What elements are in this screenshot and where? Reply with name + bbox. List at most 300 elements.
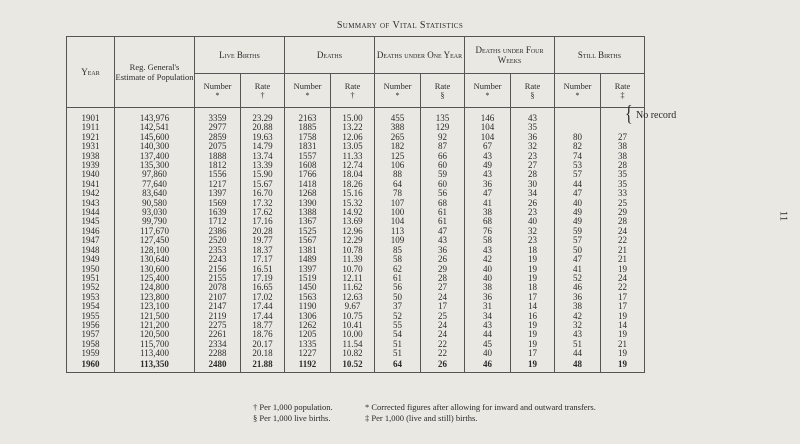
- table-cell: 1192: [285, 359, 331, 373]
- table-cell: 24: [421, 293, 465, 302]
- table-cell: 12.96: [331, 227, 375, 236]
- table-cell: 43: [465, 246, 511, 255]
- table-cell: 21: [601, 340, 645, 349]
- table-cell: 49: [555, 208, 601, 217]
- table-cell: 1639: [195, 208, 241, 217]
- table-cell: 19: [601, 330, 645, 339]
- table-cell: 24: [421, 321, 465, 330]
- table-cell: 40: [465, 265, 511, 274]
- table-cell: 2353: [195, 246, 241, 255]
- table-cell: 265: [375, 133, 421, 142]
- table-cell: 135,300: [115, 161, 195, 170]
- table-cell: 12.11: [331, 274, 375, 283]
- table-cell: 24: [601, 274, 645, 283]
- table-cell: 1949: [67, 255, 115, 264]
- table-cell: 1931: [67, 142, 115, 151]
- table-cell: 27: [421, 283, 465, 292]
- subheader-number-label: Number: [473, 80, 502, 91]
- table-cell: 2119: [195, 312, 241, 321]
- symbol-section: §: [440, 90, 445, 100]
- table-cell: 38: [601, 142, 645, 151]
- table-cell: 1450: [285, 283, 331, 292]
- table-cell: 13.22: [331, 123, 375, 132]
- subheader-rate: [421, 74, 465, 108]
- table-cell: 82: [555, 142, 601, 151]
- table-cell: 34: [511, 189, 555, 198]
- table-cell: 1901: [67, 108, 115, 124]
- table-cell: 15.16: [331, 189, 375, 198]
- table-cell: 68: [421, 199, 465, 208]
- table-cell: 51: [375, 340, 421, 349]
- table-cell: 1941: [67, 180, 115, 189]
- table-cell: 10.41: [331, 321, 375, 330]
- table-cell: 10.78: [331, 246, 375, 255]
- table-cell: 77,640: [115, 180, 195, 189]
- table-cell: [555, 108, 601, 124]
- header-still-births: Still Births: [555, 37, 645, 74]
- table-cell: 128,100: [115, 246, 195, 255]
- table-cell: 28: [601, 161, 645, 170]
- subheader-rate: [601, 74, 645, 108]
- table-cell: 38: [465, 208, 511, 217]
- table-cell: 121,500: [115, 312, 195, 321]
- table-cell: 14.79: [241, 142, 285, 151]
- table-cell: 1367: [285, 217, 331, 226]
- table-cell: 2243: [195, 255, 241, 264]
- symbol-star: *: [395, 90, 400, 100]
- table-cell: 43: [465, 152, 511, 161]
- table-cell: 23: [511, 208, 555, 217]
- table-cell: 11.62: [331, 283, 375, 292]
- table-cell: 55: [375, 321, 421, 330]
- table-cell: 40: [465, 274, 511, 283]
- table-cell: 2155: [195, 274, 241, 283]
- table-cell: 3359: [195, 108, 241, 124]
- table-cell: 90,580: [115, 199, 195, 208]
- table-cell: 37: [375, 302, 421, 311]
- symbol-star: *: [305, 90, 310, 100]
- table-cell: 60: [421, 161, 465, 170]
- table-cell: 19: [601, 359, 645, 373]
- table-cell: 35: [601, 170, 645, 179]
- table-cell: 32: [555, 321, 601, 330]
- table-cell: 137,400: [115, 152, 195, 161]
- vital-statistics-table: [66, 36, 645, 373]
- table-cell: 1943: [67, 199, 115, 208]
- table-cell: 68: [465, 217, 511, 226]
- table-cell: 11.39: [331, 255, 375, 264]
- table-cell: 1944: [67, 208, 115, 217]
- table-cell: 28: [601, 217, 645, 226]
- table-cell: 80: [555, 133, 601, 142]
- table-cell: 1766: [285, 170, 331, 179]
- table-cell: 85: [375, 246, 421, 255]
- table-cell: 19: [511, 359, 555, 373]
- table-cell: 19: [511, 255, 555, 264]
- table-cell: 1569: [195, 199, 241, 208]
- header-live-births: Live Births: [195, 37, 285, 74]
- table-cell: 28: [511, 170, 555, 179]
- table-cell: 1951: [67, 274, 115, 283]
- table-cell: 1947: [67, 236, 115, 245]
- table-cell: 15.90: [241, 170, 285, 179]
- table-cell: 46: [555, 283, 601, 292]
- table-cell: 93,030: [115, 208, 195, 217]
- table-cell: 38: [465, 283, 511, 292]
- table-cell: 44: [555, 180, 601, 189]
- table-cell: 18.26: [331, 180, 375, 189]
- table-cell: 143,976: [115, 108, 195, 124]
- header-population-estimate: Reg. General's Estimate of Population: [115, 37, 195, 108]
- table-cell: 10.75: [331, 312, 375, 321]
- table-cell: 47: [555, 189, 601, 198]
- table-cell: 43: [465, 170, 511, 179]
- table-cell: 36: [465, 293, 511, 302]
- table-cell: 20.88: [241, 123, 285, 132]
- table-cell: 30: [511, 180, 555, 189]
- table-cell: 1950: [67, 265, 115, 274]
- subheader-number: [285, 74, 331, 108]
- table-cell: 23: [511, 236, 555, 245]
- table-cell: 135: [421, 108, 465, 124]
- table-cell: 113: [375, 227, 421, 236]
- table-cell: 123,100: [115, 302, 195, 311]
- table-cell: 2977: [195, 123, 241, 132]
- table-cell: 58: [375, 255, 421, 264]
- table-cell: 2156: [195, 265, 241, 274]
- table-cell: 12.06: [331, 133, 375, 142]
- table-cell: 26: [511, 199, 555, 208]
- table-cell: 20.18: [241, 349, 285, 358]
- table-cell: 25: [421, 312, 465, 321]
- table-cell: 24: [601, 227, 645, 236]
- subheader-rate-label: Rate: [524, 80, 541, 91]
- table-cell: 23: [511, 152, 555, 161]
- table-cell: 41: [465, 199, 511, 208]
- table-cell: 1190: [285, 302, 331, 311]
- table-cell: 125: [375, 152, 421, 161]
- table-cell: 52: [375, 312, 421, 321]
- table-cell: 19: [511, 340, 555, 349]
- table-cell: 61: [375, 274, 421, 283]
- table-cell: 1519: [285, 274, 331, 283]
- table-cell: 17.16: [241, 217, 285, 226]
- symbol-dagger: †: [350, 90, 355, 100]
- table-cell: 1955: [67, 312, 115, 321]
- table-cell: 1831: [285, 142, 331, 151]
- table-cell: 16.51: [241, 265, 285, 274]
- table-cell: 17: [601, 293, 645, 302]
- table-cell: 1939: [67, 161, 115, 170]
- table-cell: 12.63: [331, 293, 375, 302]
- table-cell: 53: [555, 161, 601, 170]
- table-cell: 52: [555, 274, 601, 283]
- table-cell: 1608: [285, 161, 331, 170]
- table-cell: 1938: [67, 152, 115, 161]
- table-cell: 2288: [195, 349, 241, 358]
- table-cell: 17.44: [241, 312, 285, 321]
- table-cell: 2147: [195, 302, 241, 311]
- table-cell: 17.32: [241, 199, 285, 208]
- brace-icon: {: [625, 102, 633, 127]
- table-cell: 38: [601, 152, 645, 161]
- table-cell: 14: [601, 321, 645, 330]
- table-cell: 32: [511, 142, 555, 151]
- table-cell: 14.92: [331, 208, 375, 217]
- symbol-star: *: [215, 90, 220, 100]
- table-cell: 18.77: [241, 321, 285, 330]
- header-deaths: Deaths: [285, 37, 375, 74]
- table-cell: 113,400: [115, 349, 195, 358]
- table-cell: 2078: [195, 283, 241, 292]
- table-cell: 388: [375, 123, 421, 132]
- table-cell: 43: [511, 108, 555, 124]
- table-cell: 15.00: [331, 108, 375, 124]
- table-cell: 60: [421, 180, 465, 189]
- table-cell: 97,860: [115, 170, 195, 179]
- table-cell: 1388: [285, 208, 331, 217]
- table-cell: 48: [555, 359, 601, 373]
- table-cell: 1942: [67, 189, 115, 198]
- table-cell: 59: [555, 227, 601, 236]
- table-cell: 54: [375, 330, 421, 339]
- subheader-rate: [511, 74, 555, 108]
- table-cell: 1268: [285, 189, 331, 198]
- table-cell: 113,350: [115, 359, 195, 373]
- table-cell: 17.19: [241, 274, 285, 283]
- table-cell: 21: [601, 255, 645, 264]
- table-cell: 56: [421, 189, 465, 198]
- no-record-text: No record: [636, 110, 677, 121]
- table-cell: 61: [421, 217, 465, 226]
- table-cell: 43: [421, 236, 465, 245]
- table-cell: 1227: [285, 349, 331, 358]
- table-body: [67, 108, 645, 373]
- table-cell: 44: [555, 349, 601, 358]
- table-cell: 50: [555, 246, 601, 255]
- table-cell: 1960: [67, 359, 115, 373]
- table-cell: 21: [601, 246, 645, 255]
- footnote-section: § Per 1,000 live births.: [253, 413, 331, 423]
- table-cell: 18.37: [241, 246, 285, 255]
- table-cell: 1205: [285, 330, 331, 339]
- subheader-number: [375, 74, 421, 108]
- table-cell: 43: [465, 321, 511, 330]
- table-cell: 36: [421, 246, 465, 255]
- table-cell: 22: [601, 283, 645, 292]
- table-cell: 124,800: [115, 283, 195, 292]
- subheader-rate-label: Rate: [614, 80, 631, 91]
- table-cell: 10.52: [331, 359, 375, 373]
- table-cell: 40: [465, 349, 511, 358]
- table-cell: 1556: [195, 170, 241, 179]
- table-cell: 104: [465, 123, 511, 132]
- table-cell: 41: [555, 265, 601, 274]
- footnote-dagger: † Per 1,000 population.: [253, 402, 333, 412]
- table-cell: 2107: [195, 293, 241, 302]
- table-cell: 12.74: [331, 161, 375, 170]
- table-cell: 58: [465, 236, 511, 245]
- table-cell: 1567: [285, 236, 331, 245]
- table-cell: 2520: [195, 236, 241, 245]
- table-cell: 146: [465, 108, 511, 124]
- symbol-ddagger: ‡: [620, 90, 625, 100]
- table-cell: 1946: [67, 227, 115, 236]
- table-cell: 100: [375, 208, 421, 217]
- table-cell: 1952: [67, 283, 115, 292]
- table-cell: 44: [465, 330, 511, 339]
- table-cell: 42: [465, 255, 511, 264]
- table-cell: 46: [465, 359, 511, 373]
- table-cell: 76: [465, 227, 511, 236]
- table-cell: 56: [375, 283, 421, 292]
- table-cell: 1712: [195, 217, 241, 226]
- table-cell: 10.82: [331, 349, 375, 358]
- table-cell: 24: [421, 330, 465, 339]
- table-cell: 17: [421, 302, 465, 311]
- table-cell: 455: [375, 108, 421, 124]
- table-cell: 27: [511, 161, 555, 170]
- table-cell: 9.67: [331, 302, 375, 311]
- table-cell: 1525: [285, 227, 331, 236]
- table-cell: 2275: [195, 321, 241, 330]
- page-number: 11: [777, 210, 790, 222]
- table-cell: 47: [465, 189, 511, 198]
- table-cell: 13.39: [241, 161, 285, 170]
- table-cell: 19: [511, 274, 555, 283]
- table-cell: 2859: [195, 133, 241, 142]
- table-cell: 22: [421, 340, 465, 349]
- table-cell: 14: [511, 302, 555, 311]
- table-cell: 1306: [285, 312, 331, 321]
- table-cell: 182: [375, 142, 421, 151]
- table-cell: 130,640: [115, 255, 195, 264]
- table-cell: 19: [601, 265, 645, 274]
- table-cell: 64: [375, 180, 421, 189]
- footnote-ddagger: ‡ Per 1,000 (live and still) births.: [365, 413, 478, 423]
- table-cell: 16.65: [241, 283, 285, 292]
- table-cell: 78: [375, 189, 421, 198]
- table-cell: 36: [555, 293, 601, 302]
- table-cell: 17: [601, 302, 645, 311]
- table-cell: 59: [421, 170, 465, 179]
- table-cell: 40: [511, 217, 555, 226]
- table-cell: 11.54: [331, 340, 375, 349]
- table-cell: 17: [511, 293, 555, 302]
- table-cell: 29: [421, 265, 465, 274]
- table-cell: 145,600: [115, 133, 195, 142]
- table-cell: 1489: [285, 255, 331, 264]
- page-title: Summary of Vital Statistics: [336, 20, 464, 31]
- subheader-number-label: Number: [293, 80, 322, 91]
- table-cell: 1954: [67, 302, 115, 311]
- subheader-rate-label: Rate: [434, 80, 451, 91]
- table-cell: 1381: [285, 246, 331, 255]
- table-cell: 120,500: [115, 330, 195, 339]
- table-cell: 1940: [67, 170, 115, 179]
- table-cell: 1959: [67, 349, 115, 358]
- table-cell: 66: [421, 152, 465, 161]
- table-cell: 21.88: [241, 359, 285, 373]
- table-cell: 129: [421, 123, 465, 132]
- table-cell: 19: [601, 349, 645, 358]
- table-cell: 1956: [67, 321, 115, 330]
- table-cell: 142,541: [115, 123, 195, 132]
- table-cell: 18.04: [331, 170, 375, 179]
- table-cell: 15.67: [241, 180, 285, 189]
- table-cell: 38: [555, 302, 601, 311]
- table-cell: 1758: [285, 133, 331, 142]
- table-cell: 13.74: [241, 152, 285, 161]
- table-cell: 19: [511, 321, 555, 330]
- table-cell: 19.77: [241, 236, 285, 245]
- table-cell: 43: [555, 330, 601, 339]
- table-cell: 1885: [285, 123, 331, 132]
- table-cell: 26: [421, 359, 465, 373]
- table-cell: 1335: [285, 340, 331, 349]
- table-cell: 1390: [285, 199, 331, 208]
- table-cell: 16: [511, 312, 555, 321]
- table-cell: 11.33: [331, 152, 375, 161]
- table-cell: 40: [555, 199, 601, 208]
- table-cell: 17.17: [241, 255, 285, 264]
- table-cell: 57: [555, 170, 601, 179]
- table-cell: 51: [555, 340, 601, 349]
- table-cell: 88: [375, 170, 421, 179]
- table-cell: 50: [375, 293, 421, 302]
- table-cell: 22: [601, 236, 645, 245]
- table-row: [67, 349, 645, 358]
- table-cell: 33: [601, 189, 645, 198]
- table-cell: 18: [511, 283, 555, 292]
- subheader-number-label: Number: [563, 80, 592, 91]
- table-cell: 34: [465, 312, 511, 321]
- subheader-rate-label: Rate: [344, 80, 361, 91]
- table-cell: 1812: [195, 161, 241, 170]
- subheader-rate: [331, 74, 375, 108]
- table-cell: 121,200: [115, 321, 195, 330]
- table-cell: 10.70: [331, 265, 375, 274]
- table-cell: 17: [511, 349, 555, 358]
- subheader-number: [195, 74, 241, 108]
- table-cell: 19.63: [241, 133, 285, 142]
- table-cell: 104: [375, 217, 421, 226]
- table-cell: 115,700: [115, 340, 195, 349]
- table-cell: 1563: [285, 293, 331, 302]
- table-cell: 123,800: [115, 293, 195, 302]
- table-cell: 12.29: [331, 236, 375, 245]
- header-year: Year: [67, 37, 115, 108]
- table-row: [67, 108, 645, 124]
- table-cell: 104: [465, 133, 511, 142]
- table-cell: 16.70: [241, 189, 285, 198]
- table-cell: 20.28: [241, 227, 285, 236]
- header-deaths-under-four-weeks: Deaths under Four Weeks: [465, 37, 555, 74]
- subheader-number: [465, 74, 511, 108]
- table-cell: 1397: [285, 265, 331, 274]
- table-cell: 67: [465, 142, 511, 151]
- table-total-row: [67, 359, 645, 373]
- table-cell: 2386: [195, 227, 241, 236]
- table-cell: 22: [421, 349, 465, 358]
- table-cell: 45: [465, 340, 511, 349]
- table-cell: 49: [465, 161, 511, 170]
- table-cell: 15.32: [331, 199, 375, 208]
- table-cell: 29: [601, 208, 645, 217]
- table-cell: 18.76: [241, 330, 285, 339]
- table-cell: 2163: [285, 108, 331, 124]
- table-cell: 28: [421, 274, 465, 283]
